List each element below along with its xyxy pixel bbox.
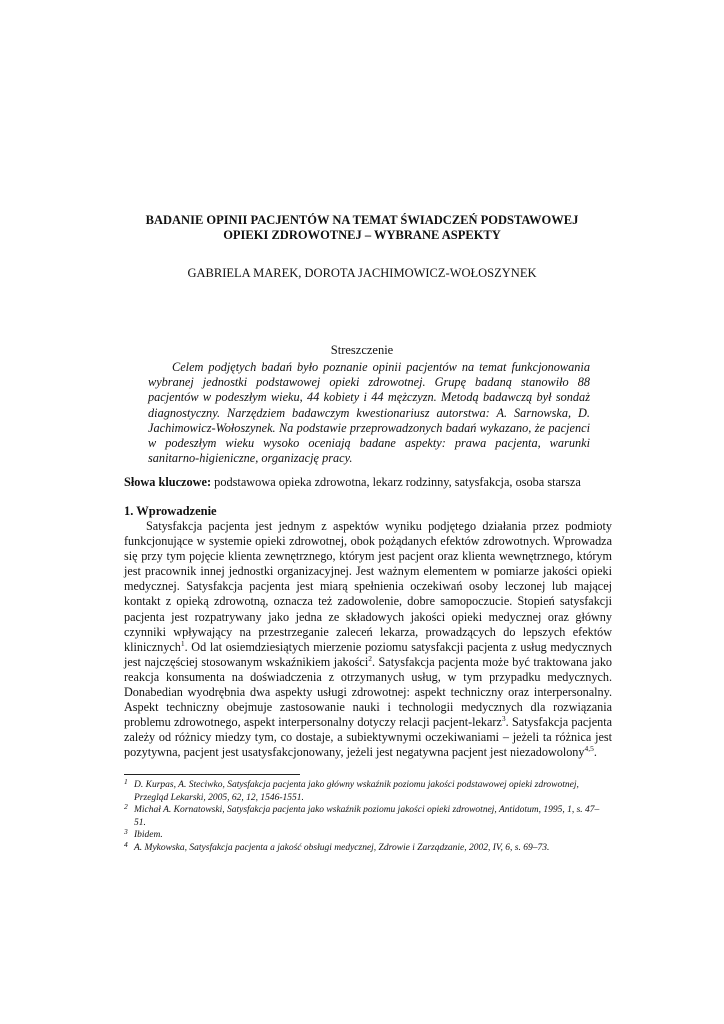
abstract-heading: Streszczenie: [330, 343, 394, 357]
intro-body: [124, 519, 612, 761]
footnote-text: A. Mykowska, Satysfakcja pacjenta a jakość obsługi medycznej, Zdrowie i Zarządzanie, 2002, IV, 6, s. 69–73.: [134, 842, 550, 853]
paper-title: [100, 213, 624, 243]
footnote-text: D. Kurpas, A. Steciwko, Satysfakcja pacjenta jako główny wskaźnik poziomu jakości podstawowej opieki zdrowotnej, Przegląd Lekarski, 2005, 62, 12, 1546-1551.: [134, 780, 579, 803]
keywords: [124, 475, 604, 490]
footnote-ref-4-5[interactable]: 4,5: [584, 744, 594, 754]
footnote-divider: [124, 774, 300, 775]
intro-paragraph: [124, 519, 612, 761]
section-heading: 1. Wprowadzenie: [124, 504, 217, 518]
title-line-2: OPIEKI ZDROWOTNEJ – WYBRANE ASPEKTY: [223, 228, 501, 242]
keywords-text: podstawowa opieka zdrowotna, lekarz rodzinny, satysfakcja, osoba starsza: [211, 475, 581, 489]
footnote: [124, 829, 608, 842]
abstract-text: Celem podjętych badań było poznanie opinii pacjentów na temat funkcjonowania wybranej jednostki podstawowej opieki zdrowotnej. Grupę badaną stanowiło 88 pacjentów w podeszłym wieku, 44 kobiety i 44 mężczyzn. Metodą badawczą był sondaż diagnostyczny. Narzędziem badawczym kwestionariusz autorstwa: A. Sarnowska, D. Jachimowicz-Wołoszynek. Na podstawie przeprowadzonych badań wykazano, że pacjenci w podeszłym wieku wysoko oceniają badane aspekty: prawa pacjenta, warunki sanitarno-higieniczne, organizację pracy.: [148, 360, 590, 466]
footnote-ref-3[interactable]: 3: [501, 714, 506, 724]
footnote-text: Michał A. Kornatowski, Satysfakcja pacjenta jako wskaźnik poziomu jakości opieki zdrowotnej, Antidotum, 1995, 1, s. 47–51.: [134, 805, 600, 828]
footnote: [124, 804, 608, 829]
intro-text-3: . Satysfakcja pacjenta może być traktowana jako reakcja konsumenta na doświadczenia z otrzymanych usług, w tym przypadku medycznych. Donabedian wyodrębnia dwa aspekty usługi zdrowotnej: aspekt techniczny oraz interpersonalny. Aspekt techniczny obejmuje zastosowanie nauki i technologii medycznych dla rozwiązania problemu zdrowotnego, aspekt interpersonalny dotyczy relacji pacjent-lekarz: [124, 654, 613, 730]
intro-text-1: Satysfakcja pacjenta jest jednym z aspektów wyniku podjętego działania przez podmioty funkcjonujące w systemie opieki zdrowotnej, obok pożądanych efektów zdrowotnych. Wprowadza się przy tym pojęcie klienta zewnętrznego, którym jest pacjent oraz klienta wewnętrznego, którym jest pracownik innej jednostki organizacyjnej. Jest ważnym elementem w pomiarze jakości opieki medycznej. Satysfakcja pacjenta jest miarą spełnienia oczekiwań osoby leczonej lub mającej kontakt z opieką zdrowotną, oznacza też zadowolenie, dobre samopoczucie. Stopień satysfakcji pacjenta jest rozpatrywany jako jedna ze składowych jakości opieki medycznej oraz główny czynniki wpływający na przestrzeganie zaleceń lekarza, prowadzących do lepszych efektów klinicznych: [124, 519, 612, 654]
footnote-number: 3: [124, 827, 128, 837]
keywords-label: Słowa kluczowe:: [124, 475, 212, 489]
footnote-number: 1: [124, 777, 128, 786]
footnotes: [124, 779, 608, 855]
footnote-number: 2: [124, 802, 128, 812]
authors: GABRIELA MAREK, DOROTA JACHIMOWICZ-WOŁOSZYNEK: [187, 266, 537, 280]
footnote-number: 4: [124, 839, 128, 849]
intro-text-2: . Od lat osiemdziesiątych mierzenie poziomu satysfakcji pacjenta z usług medycznych jest najczęściej stosowanym wskaźnikiem jakości: [124, 639, 612, 669]
footnote: [124, 779, 608, 804]
intro-text-4: . Satysfakcja pacjenta zależy od różnicy miedzy tym, co dostaje, a subiektywnymi oczekiwaniami – jeżeli ta różnica jest pozytywna, pacjent jest usatysfakcjonowany, jeżeli jest negatywna pacjent jest niezadowolony: [124, 715, 612, 760]
title-line-1: BADANIE OPINII PACJENTÓW NA TEMAT ŚWIADCZEŃ PODSTAWOWEJ: [145, 213, 579, 227]
footnote-text: Ibidem.: [134, 830, 163, 841]
footnote: [124, 839, 608, 855]
intro-text-5: .: [593, 745, 597, 760]
footnote-ref-1[interactable]: 1: [180, 638, 185, 648]
footnote-ref-2[interactable]: 2: [368, 653, 372, 663]
